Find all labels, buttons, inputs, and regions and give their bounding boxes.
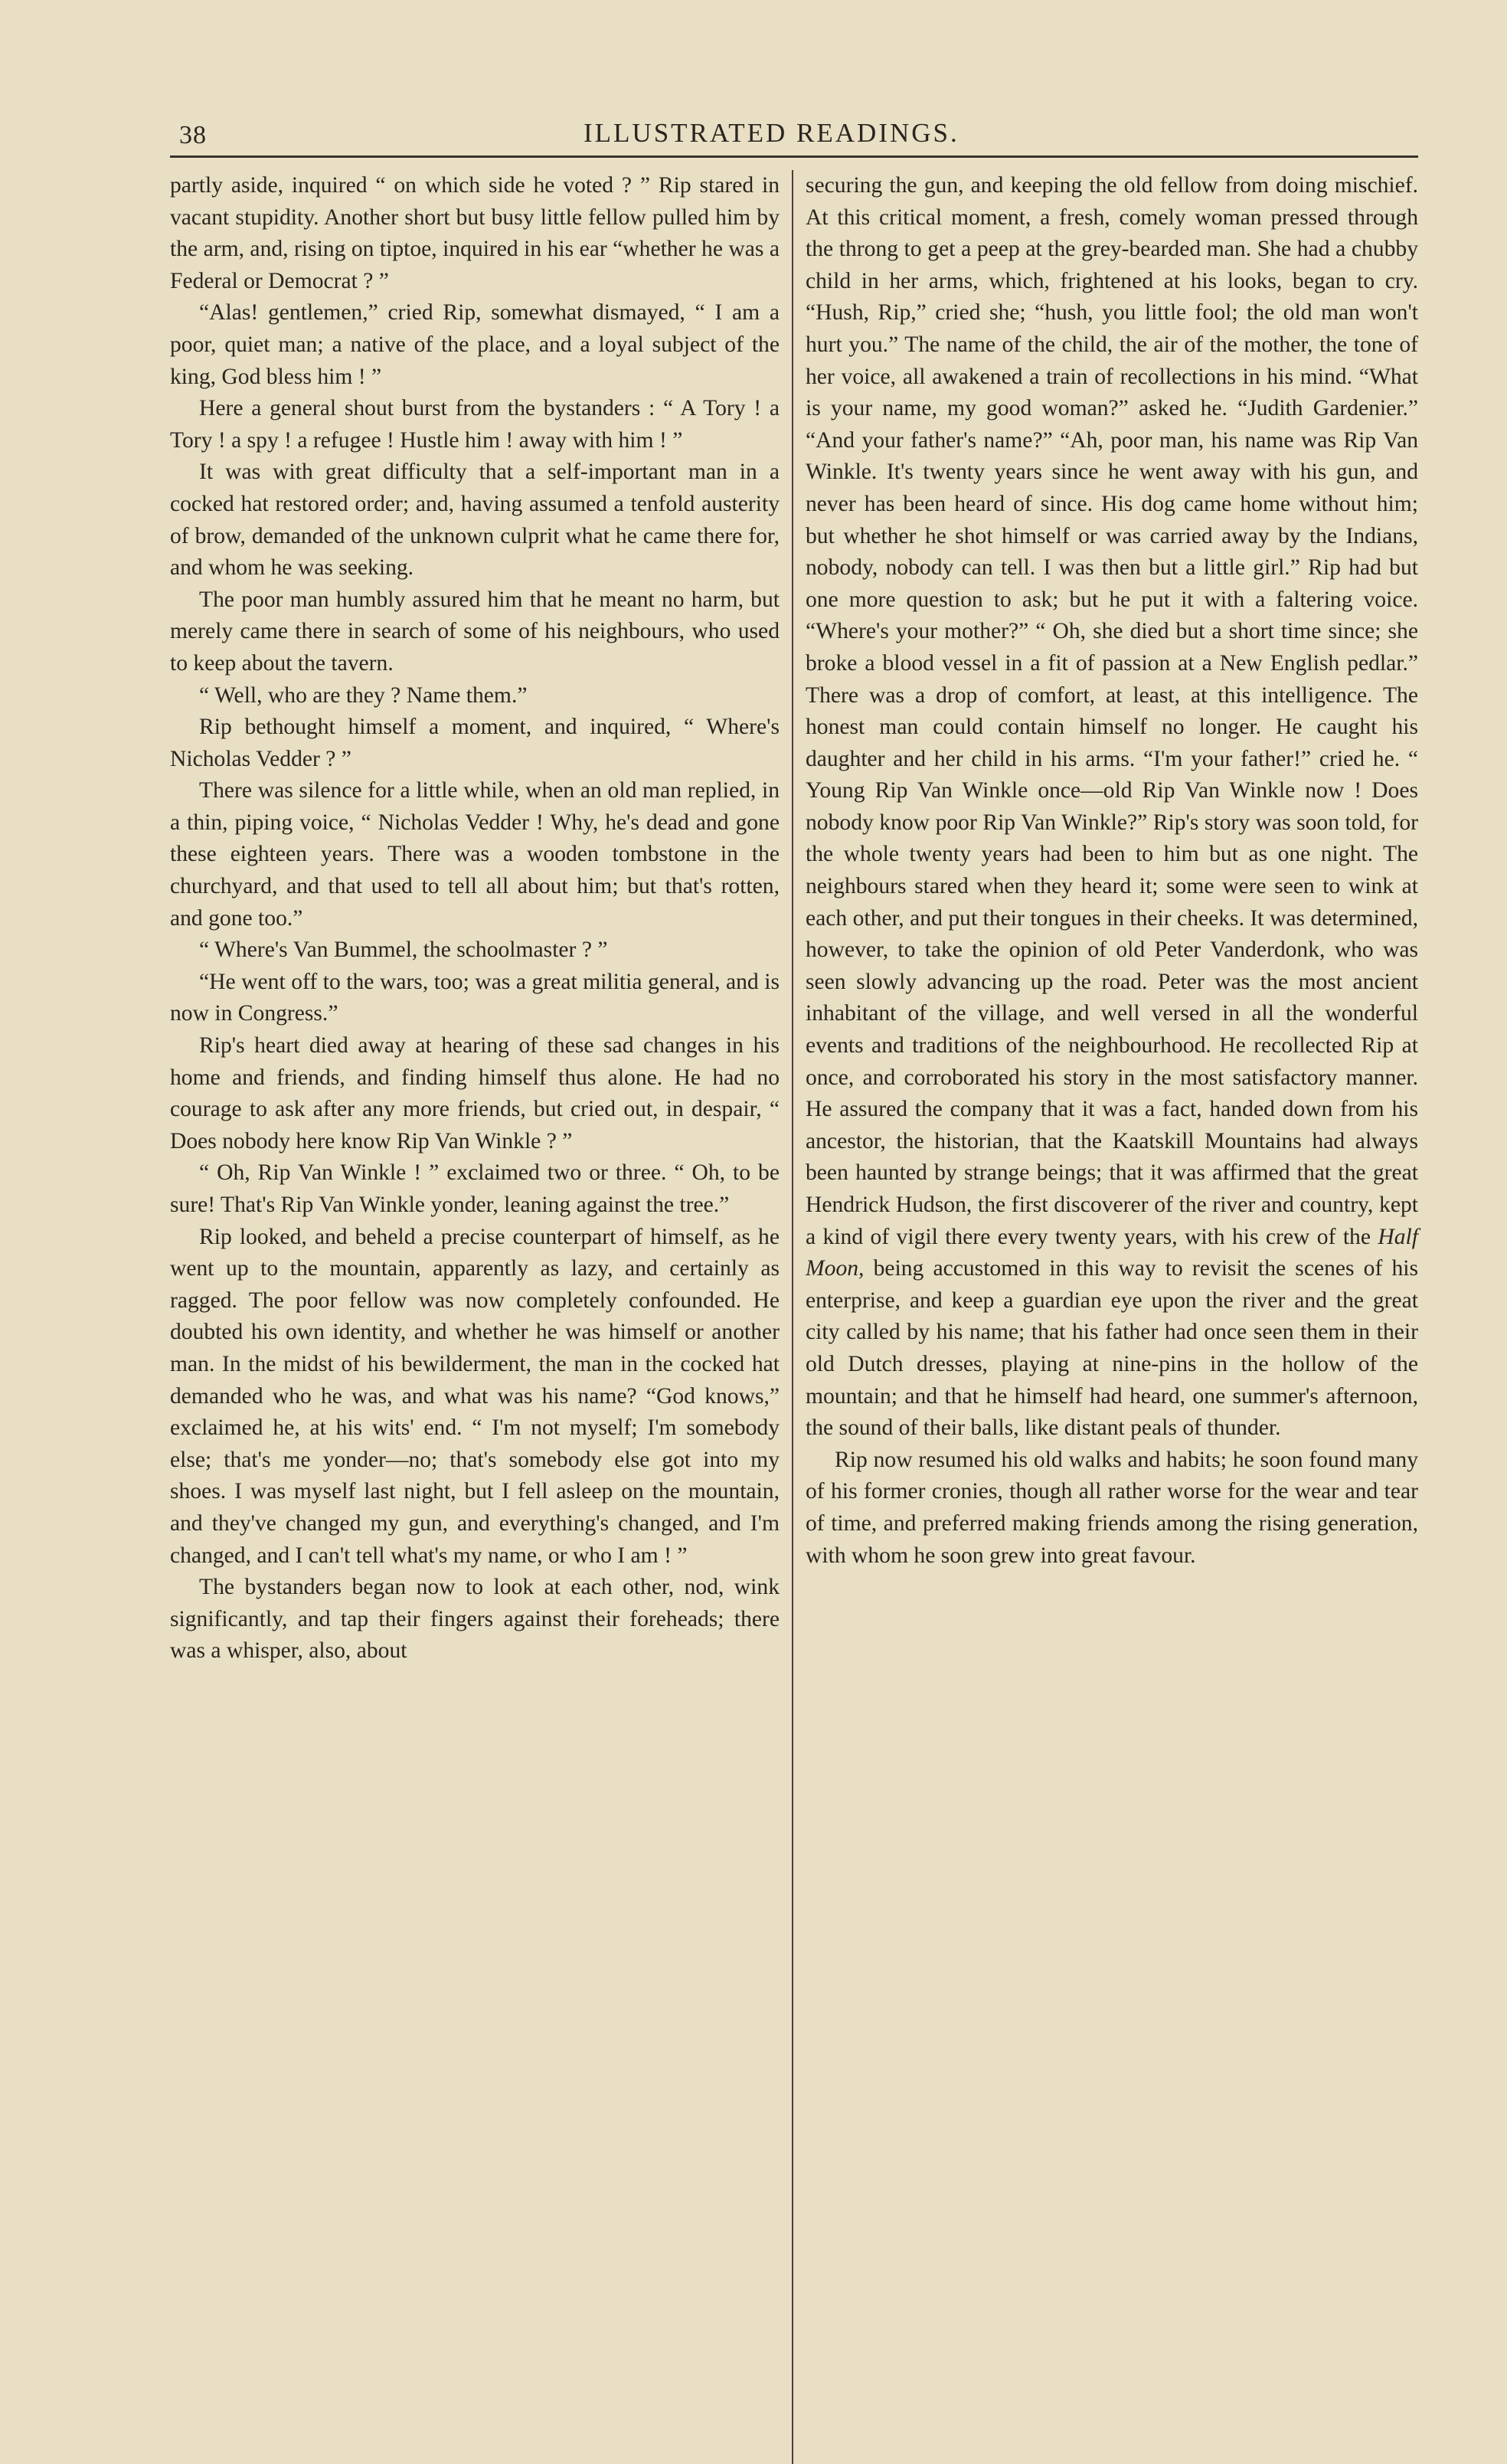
paragraph: Rip's heart died away at hearing of these sad changes in his home and friends, and finding himself thus alone. He had no courage to ask after any more friends, but cried out, in despair, “ Does nobody here know Rip Van Winkle ? ” (170, 1033, 780, 1153)
paragraph: Rip looked, and beheld a precise counterpart of himself, as he went up to the mountain, apparently as lazy, and certainly as ragged. The poor fellow was now completely confounded. He doubted his own identity, and whether he was himself or another man. In the midst of his bewilderment, the man in the cocked hat demanded who he was, and what was his name? “God knows,” exclaimed he, at his wits' end. “ I'm not myself; I'm somebody else; that's me yonder—no; that's somebody else got into my shoes. I was myself last night, but I fell asleep on the mountain, and they've changed my gun, and everything's changed, and I'm changed, and I can't tell what's my name, or who I am ! ” (170, 1224, 780, 1568)
paragraph: Here a general shout burst from the bystanders : “ A Tory ! a Tory ! a spy ! a refugee ! Hustle him ! away with him ! ” (170, 396, 780, 453)
paragraph: “He went off to the wars, too; was a great militia general, and is now in Congress.” (170, 969, 780, 1026)
paragraph: “ Oh, Rip Van Winkle ! ” exclaimed two or three. “ Oh, to be sure! That's Rip Van Winkle yonder, leaning against the tree.” (170, 1160, 780, 1217)
ship-name: Half Moon, (806, 1224, 1418, 1281)
paragraph: The poor man humbly assured him that he meant no harm, but merely came there in search of some of his neighbours, who used to keep about the tavern. (170, 587, 780, 676)
paragraph-text: being accustomed in this way to revisit the scenes of his enterprise, and keep a guardian eye upon the river and the great city called by his name; that his father had once seen them in their old Dutch dresses, playing at nine-pins in the hollow of the mountain; and that he himself had heard, one summer's afternoon, the sound of their balls, like distant peals of thunder. (806, 1256, 1418, 1441)
running-title: ILLUSTRATED READINGS. (584, 118, 959, 148)
paragraph: It was with great difficulty that a self-important man in a cocked hat restored order; and, having assumed a tenfold austerity of brow, demanded of the unknown culprit what he came there for, and whom he was seeking. (170, 460, 780, 581)
paragraph: “Alas! gentlemen,” cried Rip, somewhat dismayed, “ I am a poor, quiet man; a native of the place, and a loyal subject of the king, God bless him ! ” (170, 300, 780, 389)
left-column (170, 170, 780, 1667)
column-divider (792, 170, 793, 2464)
paragraph: Rip now resumed his old walks and habits; he soon found many of his former cronies, though all rather worse for the wear and tear of time, and preferred making friends among the rising generation, with whom he soon grew into great favour. (806, 1447, 1418, 1568)
page-header (175, 113, 1415, 159)
page-number: 38 (179, 121, 207, 149)
header-rule (170, 155, 1418, 158)
paragraph: “ Where's Van Bummel, the schoolmaster ? ” (199, 937, 608, 963)
paragraph: The bystanders began now to look at each other, nod, wink significantly, and tap their fingers against their foreheads; there was a whisper, also, about (170, 1575, 780, 1664)
paragraph: There was silence for a little while, when an old man replied, in a thin, piping voice, “ Nicholas Vedder ! Why, he's dead and gone these eighteen years. There was a wooden tombstone in the churchyard, and that used to tell all about him; but that's rotten, and gone too.” (170, 778, 780, 931)
paragraph-text: securing the gun, and keeping the old fellow from doing mischief. At this critical moment, a fresh, comely woman pressed through the throng to get a peep at the grey-bearded man. She had a chubby child in her arms, which, frightened at his looks, began to cry. “Hush, Rip,” cried she; “hush, you little fool; the old man won't hurt you.” The name of the child, the air of the mother, the tone of her voice, all awakened a train of recollections in his mind. “What is your name, my good woman?” asked he. “Judith Gardenier.” “And your father's name?” “Ah, poor man, his name was Rip Van Winkle. It's twenty years since he went away with his gun, and never has been heard of since. His dog came home without him; but whether he shot himself or was carried away by the Indians, nobody, nobody can tell. I was then but a little girl.” Rip had but one more question to ask; but he put it with a faltering voice. “Where's your mother?” “ Oh, she died but a short time since; she broke a blood vessel in a fit of passion at a New English pedlar.” There was a drop of comfort, at least, at this intelligence. The honest man could contain himself no longer. He caught his daughter and her child in his arms. “I'm your father!” cried he. “ Young Rip Van Winkle once—old Rip Van Winkle now ! Does nobody know poor Rip Van Winkle?” Rip's story was soon told, for the whole twenty years had been to him but as one night. The neighbours stared when they heard it; some were seen to wink at each other, and put their tongues in their cheeks. It was determined, however, to take the opinion of old Peter Vanderdonk, who was seen slowly advancing up the road. Peter was the most ancient inhabitant of the village, and well versed in all the wonderful events and traditions of the neighbourhood. He recollected Rip at once, and corroborated his story in the most satisfactory manner. He assured the company that it was a fact, handed down from his ancestor, the historian, that the Kaatskill Mountains had always been haunted by strange beings; that it was affirmed that the great Hendrick Hudson, the first discoverer of the river and country, kept a kind of vigil there every twenty years, with his crew of the (806, 173, 1418, 1249)
paragraph: Rip bethought himself a moment, and inquired, “ Where's Nicholas Vedder ? ” (170, 715, 780, 771)
paragraph: “ Well, who are they ? Name them.” (199, 682, 528, 708)
paragraph (806, 170, 1418, 1445)
right-column (806, 170, 1418, 1572)
paragraph: partly aside, inquired “ on which side he voted ? ” Rip stared in vacant stupidity. Another short but busy little fellow pulled him by the arm, and, rising on tiptoe, inquired in his ear “whether he was a Federal or Democrat ? ” (170, 173, 780, 293)
